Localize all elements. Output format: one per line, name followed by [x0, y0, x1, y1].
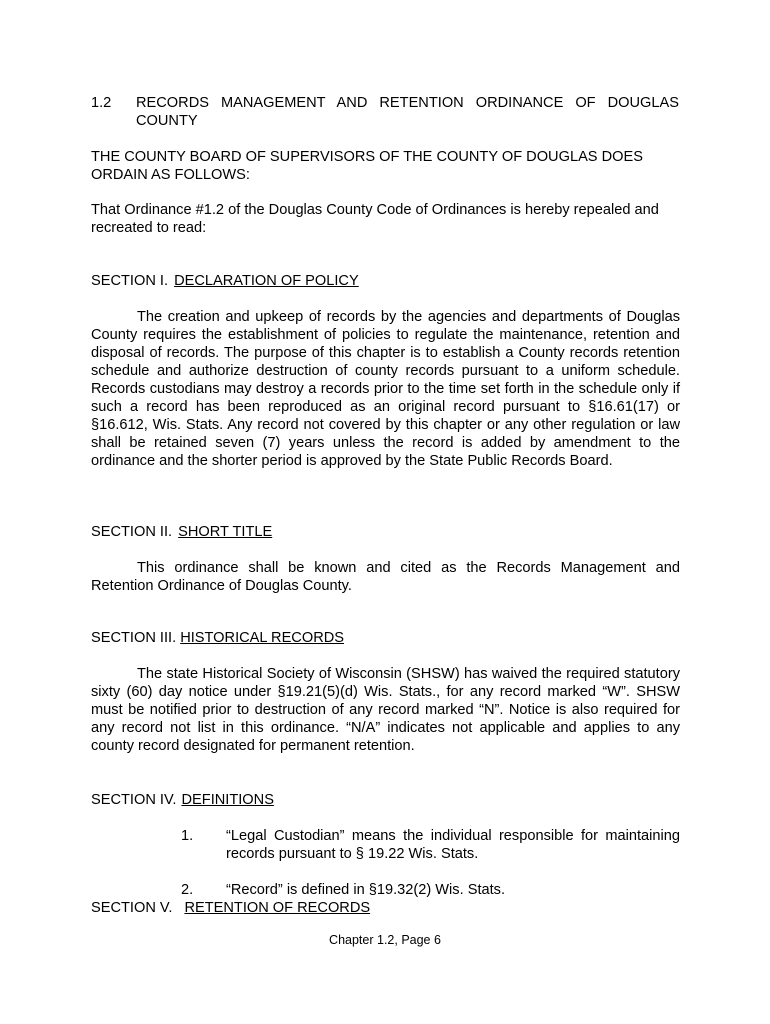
definition-item-1-text: “Legal Custodian” means the individual responsible for maintaining records pursuant to § 19.22 Wis. Stats. [226, 828, 680, 862]
section-2-label: SECTION II. [91, 524, 173, 540]
section-1-heading [91, 272, 359, 290]
section-4-title: DEFINITIONS [181, 792, 274, 808]
section-1-label: SECTION I. [91, 273, 169, 289]
section-5-label: SECTION V. [91, 900, 173, 916]
section-5-title: RETENTION OF RECORDS [184, 900, 371, 916]
definition-item-2-text: “Record” is defined in §19.32(2) Wis. Stats. [226, 882, 506, 898]
intro-paragraph: That Ordinance #1.2 of the Douglas County Code of Ordinances is hereby repealed and recreated to read: [91, 202, 659, 236]
section-3-body: The state Historical Society of Wisconsin (SHSW) has waived the required statutory sixty (60) day notice under §19.21(5)(d) Wis. Stats., for any record marked “W”. SHSW must be notified prior to destruction of any record marked “N”. Notice is also required for any record not list in this ordinance. “N/A” indicates not applicable and applies to any county record designated for permanent retention. [91, 666, 680, 754]
preamble: THE COUNTY BOARD OF SUPERVISORS OF THE COUNTY OF DOUGLAS DOES ORDAIN AS FOLLOWS: [91, 149, 643, 183]
definition-item-2-number: 2. [181, 882, 194, 898]
section-5-heading [91, 899, 370, 917]
section-2-title: SHORT TITLE [178, 524, 273, 540]
heading-title: RECORDS MANAGEMENT AND RETENTION ORDINANCE OF DOUGLAS COUNTY [136, 95, 679, 129]
section-1-body: The creation and upkeep of records by the agencies and departments of Douglas County requires the establishment of policies to regulate the maintenance, retention and disposal of records. The purpose of this chapter is to establish a County records retention schedule and authorize destruction of county records pursuant to a uniform schedule. Records custodians may destroy a records prior to the time set forth in the schedule only if such a record has been reproduced as an original record pursuant to §16.61(17) or §16.612, Wis. Stats. Any record not covered by this chapter or any other regulation or law shall be retained seven (7) years unless the record is added by amendment to the ordinance and the shorter period is approved by the State Public Records Board. [91, 309, 680, 469]
section-1-title: DECLARATION OF POLICY [174, 273, 359, 289]
page-footer: Chapter 1.2, Page 6 [329, 933, 441, 947]
heading-number: 1.2 [91, 95, 112, 111]
section-3-title: HISTORICAL RECORDS [180, 630, 345, 646]
definition-item-1-number: 1. [181, 828, 194, 844]
section-4-heading [91, 791, 274, 809]
section-2-body: This ordinance shall be known and cited as the Records Management and Retention Ordinance of Douglas County. [91, 560, 680, 594]
section-3-heading [91, 629, 344, 647]
section-3-label: SECTION III. [91, 630, 177, 646]
section-2-heading [91, 523, 272, 541]
section-4-label: SECTION IV. [91, 792, 177, 808]
